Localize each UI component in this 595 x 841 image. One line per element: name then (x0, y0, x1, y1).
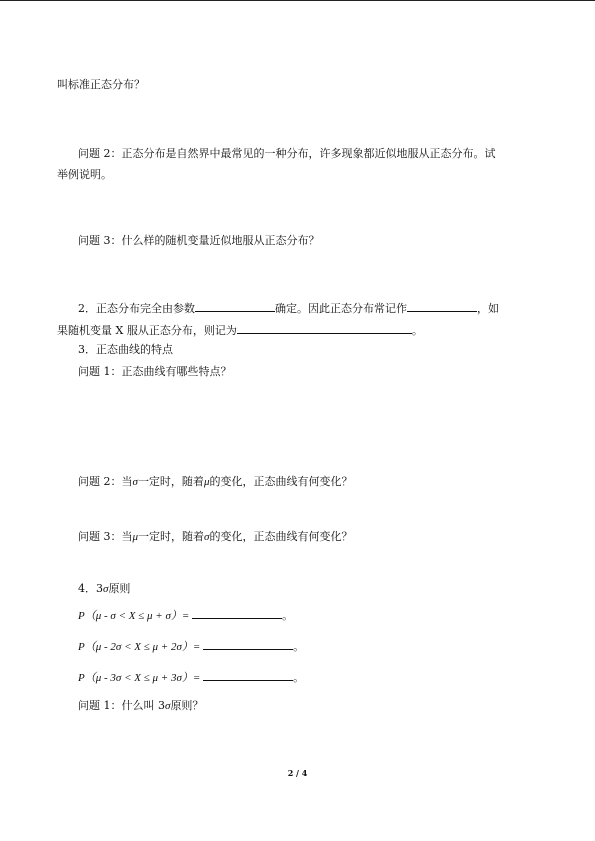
section-heading: 3．正态曲线的特点 (78, 343, 173, 356)
text-line: 问题 2：当σ一定时，随着μ的变化，正态曲线有何变化？ (78, 475, 353, 488)
text-line: 问题 3：什么样的随机变量近似地服从正态分布？ (78, 234, 320, 247)
text-line: 问题 3：当μ一定时，随着σ的变化，正态曲线有何变化？ (78, 530, 353, 543)
text-line: 问题 2：正态分布是自然界中最常见的一种分布，许多现象都近似地服从正态分布。试 (78, 147, 496, 160)
formula-line: P（μ - 3σ < X ≤ μ + 3σ）= 。 (78, 668, 304, 685)
answer-blank[interactable] (203, 637, 293, 650)
text-line: 举例说明。 (57, 168, 112, 181)
answer-blank[interactable] (407, 299, 477, 312)
answer-blank[interactable] (203, 668, 293, 681)
fill-in-line: 果随机变量 X 服从正态分布，则记为 。 (57, 321, 423, 338)
page-number: 2 / 4 (287, 768, 308, 778)
formula-line: P（μ - 2σ < X ≤ μ + 2σ）= 。 (78, 637, 304, 654)
answer-blank[interactable] (192, 606, 282, 619)
answer-blank[interactable] (237, 321, 412, 334)
page-top-border (0, 0, 595, 1)
formula-line: P（μ - σ < X ≤ μ + σ）= 。 (78, 606, 293, 623)
answer-blank[interactable] (195, 299, 275, 312)
text-line: 叫标准正态分布？ (57, 78, 145, 91)
text-line: 问题 1：什么叫 3σ原则？ (78, 699, 204, 712)
fill-in-line: 2．正态分布完全由参数 确定。因此正态分布常记作 ，如 (78, 299, 499, 316)
text-line: 问题 1：正态曲线有哪些特点？ (78, 365, 232, 378)
section-heading: 4．3σ原则 (78, 582, 131, 595)
